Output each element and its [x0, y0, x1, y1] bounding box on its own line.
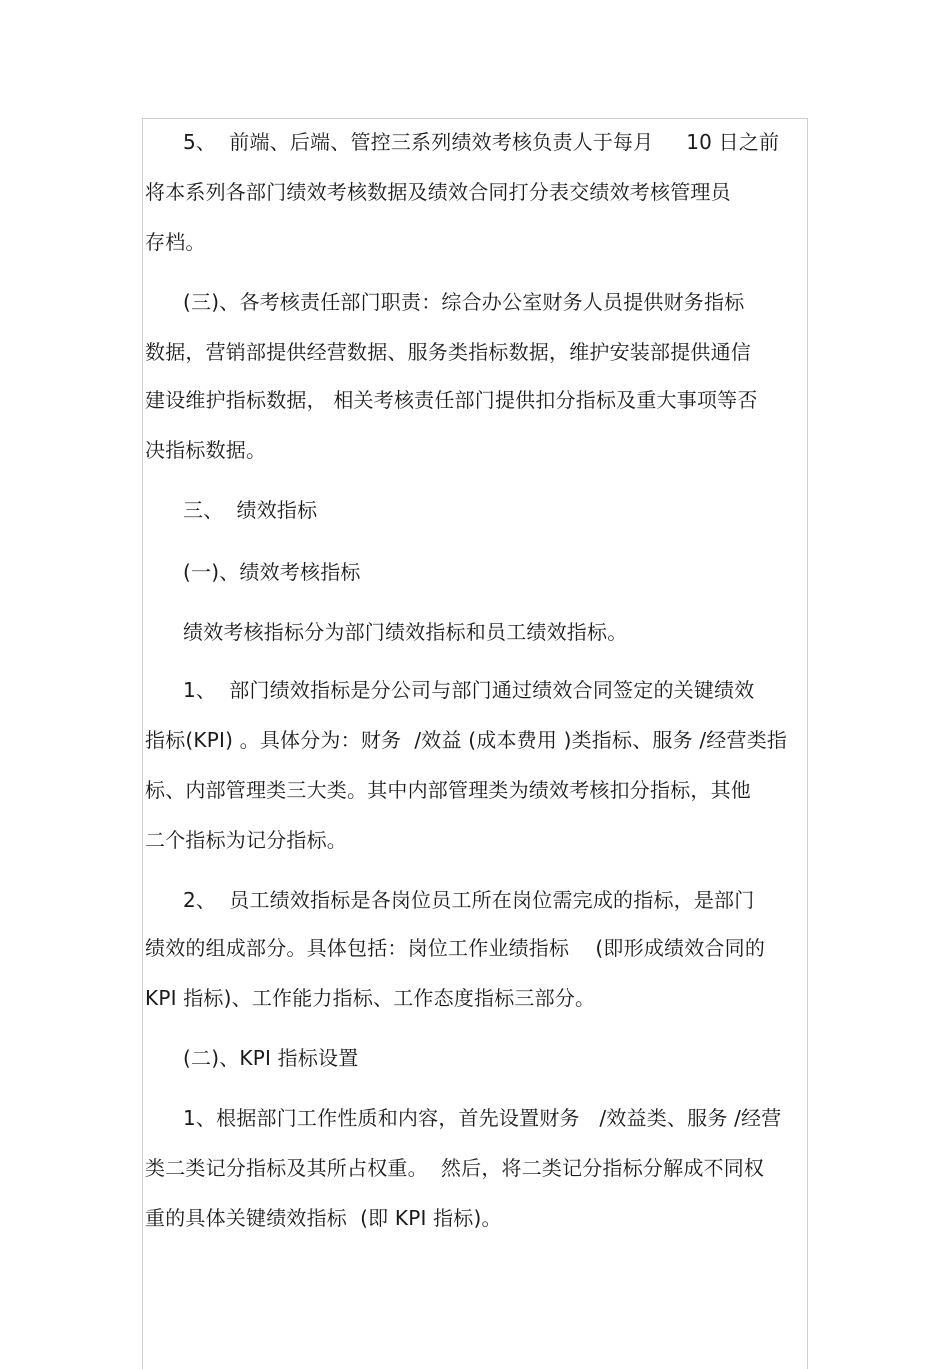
paragraph-line: 2、 员工绩效指标是各岗位员工所在岗位需完成的指标，是部门 [183, 888, 755, 912]
paragraph-line: 重的具体关键绩效指标 (即 KPI 指标)。 [145, 1206, 502, 1230]
paragraph-line: 绩效的组成部分。具体包括：岗位工作业绩指标 (即形成绩效合同的 [145, 936, 766, 960]
paragraph-line: 数据，营销部提供经营数据、服务类指标数据，维护安装部提供通信 [145, 340, 751, 364]
paragraph-line: 二个指标为记分指标。 [145, 828, 347, 852]
paragraph-line: 决指标数据。 [145, 438, 267, 462]
paragraph-line: 5、 前端、后端、管控三系列绩效考核负责人于每月 10 日之前 [183, 130, 780, 154]
paragraph-line: 1、根据部门工作性质和内容，首先设置财务 /效益类、服务 /经营 [183, 1106, 782, 1130]
paragraph-line: 标、内部管理类三大类。其中内部管理类为绩效考核扣分指标，其他 [145, 778, 751, 802]
paragraph-line: 将本系列各部门绩效考核数据及绩效合同打分表交绩效考核管理员 [145, 180, 731, 204]
paragraph-line: 1、 部门绩效指标是分公司与部门通过绩效合同签定的关键绩效 [183, 678, 755, 702]
paragraph-line: 存档。 [145, 230, 206, 254]
paragraph-line: 指标(KPI) 。具体分为：财务 /效益 (成本费用 )类指标、服务 /经营类指 [145, 728, 788, 752]
paragraph-line: 建设维护指标数据， 相关考核责任部门提供扣分指标及重大事项等否 [145, 388, 758, 412]
paragraph-line: 绩效考核指标分为部门绩效指标和员工绩效指标。 [183, 620, 628, 644]
section-heading: 三、 绩效指标 [183, 498, 318, 522]
subsection-heading: (二)、KPI 指标设置 [183, 1046, 359, 1070]
paragraph-line: (三)、各考核责任部门职责：综合办公室财务人员提供财务指标 [183, 290, 745, 314]
subsection-heading: (一)、绩效考核指标 [183, 560, 361, 584]
paragraph-line: 类二类记分指标及其所占权重。 然后，将二类记分指标分解成不同权 [145, 1156, 765, 1180]
paragraph-line: KPI 指标)、工作能力指标、工作态度指标三部分。 [145, 986, 596, 1010]
